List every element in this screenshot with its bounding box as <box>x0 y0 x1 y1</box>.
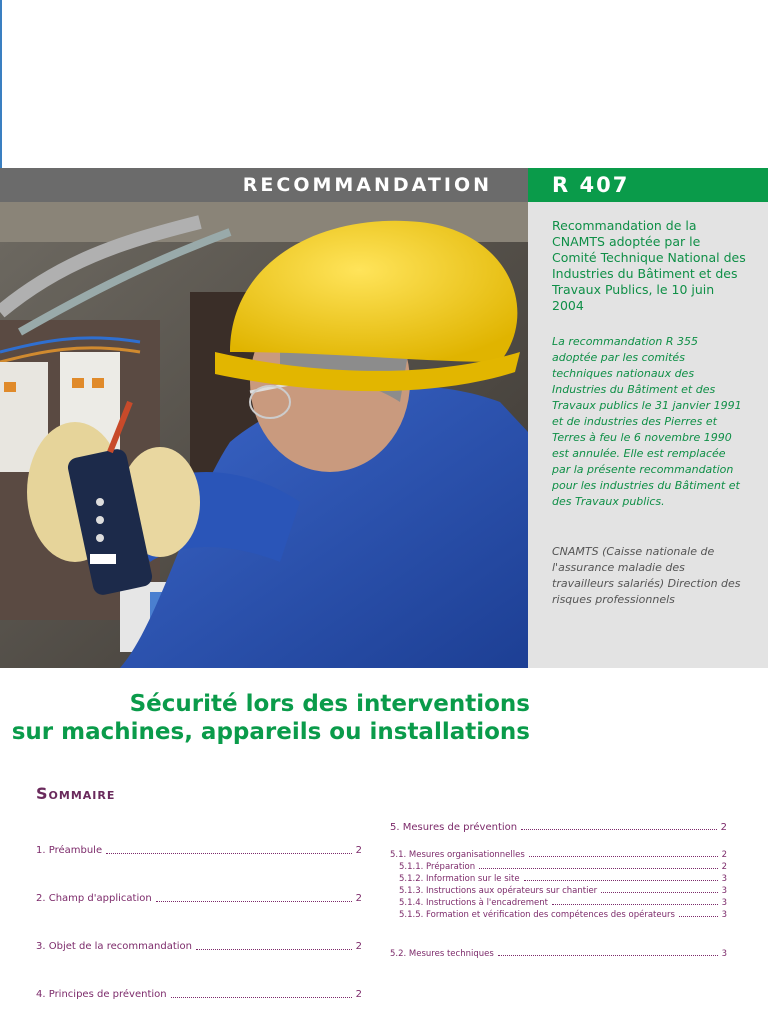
toc-entry-label: 5.2. Mesures techniques <box>390 949 494 959</box>
toc-leader <box>529 850 718 857</box>
toc-sub-entry[interactable] <box>390 909 727 921</box>
left-accent-rule <box>0 0 2 168</box>
category-band <box>0 168 528 202</box>
toc-entry-label: 3. Objet de la recommandation <box>36 940 192 952</box>
toc-entry-label: 5.1.1. Préparation <box>399 862 476 872</box>
toc-leader <box>171 997 352 998</box>
photo-illustration <box>0 202 528 668</box>
toc-leader <box>479 862 717 869</box>
toc-leader <box>552 898 718 905</box>
toc-entry-page: 3 <box>721 874 727 884</box>
toc-entry-page: 2 <box>721 850 727 860</box>
adoption-text: Recommandation de la CNAMTS adoptée par le Comité Technique National des Industries du Bâtiment et des Travaux Publics, le 10 juin 2004 <box>552 218 746 313</box>
toc-entry-label: 5.1.2. Information sur le site <box>399 874 520 884</box>
toc-entry-label: 4. Principes de prévention <box>36 988 167 1000</box>
toc-entry[interactable] <box>390 822 727 833</box>
toc-left-column <box>36 826 362 1018</box>
toc-leader <box>196 949 352 950</box>
toc-entry-label: 5.1. Mesures organisationnelles <box>390 850 525 860</box>
toc-leader <box>498 949 718 956</box>
info-panel <box>528 202 768 668</box>
title-line-2: sur machines, appareils ou installations <box>11 719 530 745</box>
toc-leader <box>679 910 718 917</box>
toc-sub-entry[interactable] <box>390 849 727 861</box>
toc-sub-entry[interactable] <box>390 949 727 959</box>
toc-entry-page: 2 <box>355 844 362 856</box>
toc-leader <box>106 853 352 854</box>
toc-entry-page: 2 <box>355 892 362 904</box>
toc-leader <box>601 886 717 893</box>
toc-entry[interactable] <box>36 970 362 1018</box>
toc-entry-label: 2. Champ d'application <box>36 892 152 904</box>
issuer-text: CNAMTS (Caisse nationale de l'assurance maladie des travailleurs salariés) Direction des risques professionnels <box>552 545 741 606</box>
toc-sub-entry[interactable] <box>390 885 727 897</box>
toc-leader <box>156 901 352 902</box>
toc-entry-page: 2 <box>721 862 727 872</box>
toc-entry[interactable] <box>36 874 362 922</box>
category-label: RECOMMANDATION <box>242 174 492 196</box>
reference-number: R 407 <box>552 173 630 197</box>
title-line-1: Sécurité lors des interventions <box>129 691 530 717</box>
document-title <box>0 690 530 746</box>
toc-entry-label: 5.1.4. Instructions à l'encadrement <box>399 898 548 908</box>
photo-credit: © Yves COUSSON / INRS <box>0 755 12 881</box>
toc-entry-page: 3 <box>721 910 727 920</box>
toc-leader <box>521 822 717 830</box>
toc-leader <box>524 874 718 881</box>
toc-entry-page: 2 <box>355 940 362 952</box>
toc-sub-entry[interactable] <box>390 861 727 873</box>
annulment-text: La recommandation R 355 adoptée par les comités techniques nationaux des Industries du Bâtiment et des Travaux publics le 31 janvier 1991 et de industries des Pierres et Terres à feu le 6 novembre 1990 est annulée. Elle est remplacée par la présente recommandation pour les industries du Bâtiment et des Travaux publics. <box>552 335 742 508</box>
toc-entry-label: 5.1.5. Formation et vérification des compétences des opérateurs <box>399 910 675 920</box>
toc-sub-entry[interactable] <box>390 897 727 909</box>
sommaire-heading: Sommaire <box>36 784 116 803</box>
toc-entry-page: 3 <box>721 949 727 959</box>
toc-entry[interactable] <box>36 922 362 970</box>
toc-entry-label: 5. Mesures de prévention <box>390 822 518 833</box>
toc-entry-label: 5.1.3. Instructions aux opérateurs sur chantier <box>399 886 598 896</box>
toc-entry-page: 2 <box>720 822 727 833</box>
toc-entry-page: 3 <box>721 886 727 896</box>
toc-entry-page: 3 <box>721 898 727 908</box>
toc-entry-page: 2 <box>355 988 362 1000</box>
toc-entry[interactable] <box>36 826 362 874</box>
toc-entry-label: 1. Préambule <box>36 844 103 856</box>
toc-right-column <box>390 822 727 959</box>
toc-sub-entry[interactable] <box>390 873 727 885</box>
reference-band <box>528 168 768 202</box>
